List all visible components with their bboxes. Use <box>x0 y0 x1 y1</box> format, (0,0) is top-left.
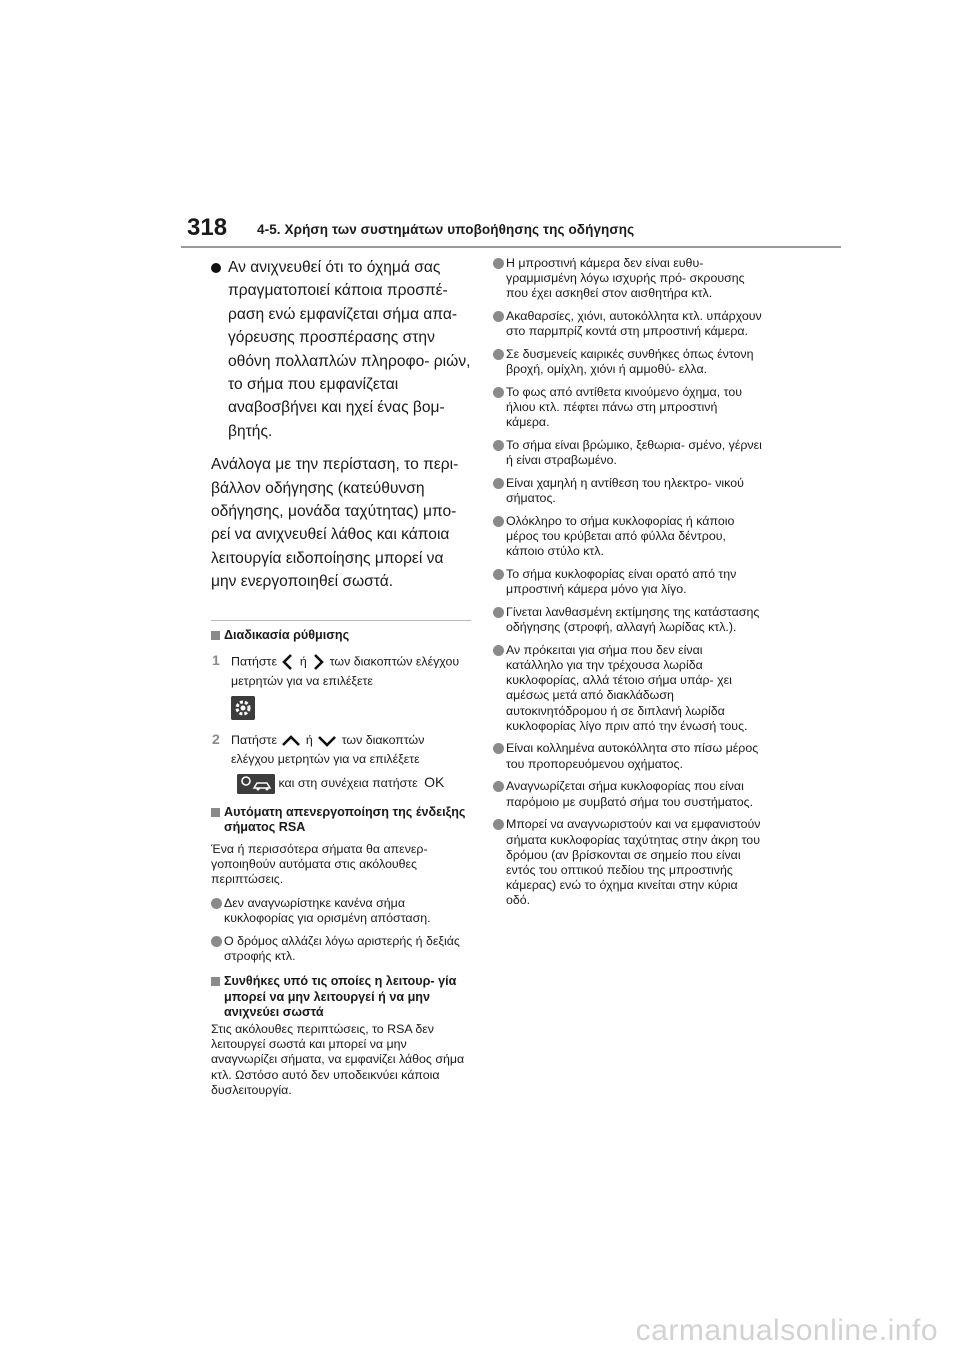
chevron-left-icon <box>280 652 296 672</box>
conditions-heading <box>211 974 471 1020</box>
road-sign-assist-icon <box>237 774 275 794</box>
bullet-dot-icon <box>493 516 504 527</box>
step-2 <box>211 731 471 794</box>
procedure-heading <box>211 628 471 643</box>
section-divider <box>211 620 471 621</box>
bullet-dot-icon <box>493 607 504 618</box>
condition-item-text: Σε δυσμενείς καιρικές συνθήκες όπως έντονη βροχή, ομίχλη, χιόνι ή αμμοθύ- ελλα. <box>506 347 754 377</box>
condition-item <box>493 605 763 635</box>
condition-item <box>493 476 763 506</box>
condition-item-text: Μπορεί να αναγνωριστούν και να εμφανιστούν σήματα κυκλοφορίας ταχύτητας στην άκρη του δρόμου (αν βρίσκονται σε σημείο που είναι εντός του οπτικού πεδίου της μπροστινής κάμερας) ενώ το όχημα κινείται στην κύρια οδό. <box>506 817 761 908</box>
condition-item <box>493 309 763 339</box>
step2-or: ή <box>305 732 313 747</box>
condition-item <box>493 741 763 771</box>
bullet-dot-icon <box>493 645 504 656</box>
auto-disable-heading-text: Αυτόματη απενεργοποίηση της ένδειξης σήματος RSA <box>224 804 466 834</box>
step1-text-b: των διακοπτών ελέγχου μετρητών για να επιλέξετε <box>231 654 460 688</box>
auto-item-text: Δεν αναγνωρίστηκε κανένα σήμα κυκλοφορίας για ορισμένη απόσταση. <box>224 895 431 925</box>
condition-item <box>493 779 763 809</box>
condition-item <box>493 256 763 302</box>
bullet-dot-icon <box>211 263 221 273</box>
condition-item-text: Η μπροστινή κάμερα δεν είναι ευθυ- γραμμισμένη λόγω ισχυρής πρό- σκρουσης που έχει ασκηθεί στον αισθητήρα κτλ. <box>506 256 745 301</box>
condition-item <box>493 514 763 560</box>
left-column <box>211 256 471 1098</box>
bullet-dot-icon <box>493 311 504 322</box>
step1-or: ή <box>299 654 307 669</box>
intro-paragraph: Ανάλογα με την περίσταση, το περι- βάλλον οδήγησης (κατεύθυνση οδήγησης, μονάδα ταχύτητας) μπο- ρεί να ανιχνευθεί λάθος και κάποια λειτουργία ειδοποίησης μπορεί να μην ενεργοποιηθεί σωστά. <box>211 456 459 591</box>
condition-item <box>493 817 763 908</box>
step1-text-a: Πατήστε <box>231 654 277 669</box>
auto-disable-paragraph: Ένα ή περισσότερα σήματα θα απενερ- γοποιηθούν αυτόματα στις ακόλουθες περιπτώσεις. <box>211 842 428 887</box>
conditions-paragraph: Στις ακόλουθες περιπτώσεις, το RSA δεν λειτουργεί σωστά και μπορεί να μην αναγνωρίζει σήματα, να εμφανίζει λάθος σήμα κτλ. Ωστόσο αυτό δεν υποδεικνύει κάποια δυσλειτουργία. <box>211 1022 465 1097</box>
condition-item-text: Το σήμα κυκλοφορίας είναι ορατό από την μπροστινή κάμερα μόνο για λίγο. <box>506 566 737 597</box>
bullet-dot-icon <box>493 258 504 269</box>
bullet-dot-icon <box>493 478 504 489</box>
condition-item <box>493 643 763 734</box>
bullet-dot-icon <box>493 743 504 754</box>
bullet-dot-icon <box>211 898 222 909</box>
condition-item <box>493 567 763 597</box>
square-bullet-icon <box>211 808 220 817</box>
right-column <box>493 256 763 909</box>
condition-item <box>493 347 763 377</box>
bullet-dot-icon <box>211 936 222 947</box>
procedure-heading-text: Διαδικασία ρύθμισης <box>224 627 350 642</box>
condition-item-text: Ολόκληρο το σήμα κυκλοφορίας ή κάποιο μέρος του κρύβεται από φύλλα δέντρου, κάποιο στύλο κτλ. <box>506 513 735 559</box>
conditions-heading-text: Συνθήκες υπό τις οποίες η λειτουρ- γία μπορεί να μην λειτουργεί ή να μην ανιχνεύει σωστά <box>224 974 457 1019</box>
bullet-dot-icon <box>493 349 504 360</box>
condition-item-text: Είναι κολλημένα αυτοκόλλητα στο πίσω μέρος του προπορευόμενου οχήματος. <box>506 741 759 771</box>
square-bullet-icon <box>211 631 220 640</box>
condition-item <box>493 385 763 431</box>
ok-label: OK <box>424 773 445 790</box>
condition-item-text: Γίνεται λανθασμένη εκτίμησης της κατάστασης οδήγησης (στροφή, αλλαγή λωρίδας κτλ.). <box>506 604 760 635</box>
bullet-dot-icon <box>493 569 504 580</box>
bullet-dot-icon <box>493 781 504 792</box>
page-number: 318 <box>187 214 228 241</box>
condition-item-text: Αναγνωρίζεται σήμα κυκλοφορίας που είναι παρόμοιο με συμβατό σήμα του συστήματος. <box>506 779 754 809</box>
square-bullet-icon <box>211 977 220 986</box>
bullet-dot-icon <box>493 440 504 451</box>
condition-item-text: Είναι χαμηλή η αντίθεση του ηλεκτρο- νικού σήματος. <box>506 475 744 506</box>
step-number: 1 <box>212 651 220 668</box>
chevron-down-icon <box>316 733 338 749</box>
condition-item-text: Το φως από αντίθετα κινούμενο όχημα, του ήλιου κτλ. πέφτει πάνω στη μπροστινή κάμερα. <box>506 384 742 430</box>
condition-item-text: Αν πρόκειται για σήμα που δεν είναι κατάλληλο για την τρέχουσα λωρίδα κυκλοφορίας, αλλά τέτοιο σήμα υπάρ- χει αμέσως μετά από διακλάδωση αυτοκινητόδρομου ή σε διπλανή λωρίδα κυκλοφορίας λίγο πριν από την ένωσή τους. <box>506 642 748 733</box>
step2-text-a: Πατήστε <box>231 732 277 747</box>
bullet-dot-icon <box>493 387 504 398</box>
auto-item <box>211 896 471 926</box>
chevron-up-icon <box>280 733 302 749</box>
gear-icon <box>231 696 255 720</box>
step-1 <box>211 652 471 720</box>
auto-item <box>211 934 471 964</box>
intro-bullet <box>211 256 471 443</box>
chevron-right-icon <box>310 652 326 672</box>
intro-bullet-text: Αν ανιχνευθεί ότι το όχημά σας πραγματοποιεί κάποια προσπέ- ραση ενώ εμφανίζεται σήμα απα- γόρευσης προσπέρασης στην οθόνη πολλαπλών πληροφο- ριών, το σήμα που εμφανίζεται αναβοσβήνει και ηχεί ένας βομ- βητής. <box>228 259 471 440</box>
condition-item-text: Ακαθαρσίες, χιόνι, αυτοκόλλητα κτλ. υπάρχουν στο παρμπρίζ κοντά στη μπροστινή κάμερα. <box>506 309 762 339</box>
watermark: carmanualsonline.info <box>635 1314 938 1347</box>
auto-item-text: Ο δρόμος αλλάζει λόγω αριστερής ή δεξιάς στροφής κτλ. <box>224 934 460 964</box>
section-title: 4-5. Χρήση των συστημάτων υποβοήθησης της οδήγησης <box>257 222 635 237</box>
condition-item <box>493 438 763 468</box>
step2-text-b: των διακοπτών ελέγχου μετρητών για να επιλέξετε <box>231 732 425 766</box>
header-divider <box>181 246 841 248</box>
condition-item-text: Το σήμα είναι βρώμικο, ξεθωρια- σμένο, γέρνει ή είναι στραβωμένο. <box>506 438 762 468</box>
step-number: 2 <box>212 730 220 747</box>
bullet-dot-icon <box>493 819 504 830</box>
step2-text-c: και στη συνέχεια πατήστε <box>278 775 418 790</box>
auto-disable-heading <box>211 805 471 835</box>
